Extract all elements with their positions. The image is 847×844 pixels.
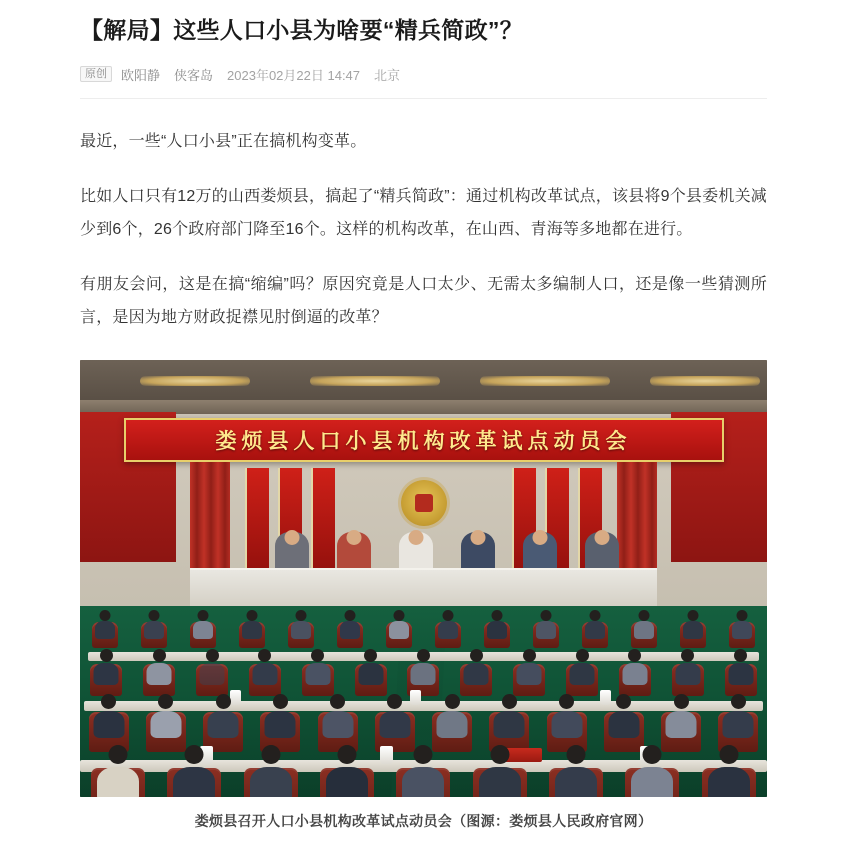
seated-attendee [249,664,281,696]
seated-attendee [432,712,472,752]
ceiling-band [80,400,767,414]
person-body [631,767,673,797]
person-body [291,621,311,639]
person-body [585,621,605,639]
audience-row [80,664,767,696]
person-head-icon [258,649,271,662]
person-head-icon [492,610,503,621]
person-head-icon [158,694,173,709]
person-head-icon [719,745,738,764]
person-head-icon [197,610,208,621]
person-body [683,621,703,639]
person-body [723,711,754,738]
person-body [326,767,368,797]
article-paragraph: 最近，一些“人口小县”正在搞机构变革。 [80,133,367,151]
person-body [250,767,292,797]
person-body [150,711,181,738]
article-figure [80,360,767,831]
person-body [622,663,647,685]
person-body [555,767,597,797]
person-head-icon [153,649,166,662]
seated-attendee [143,664,175,696]
person-head-icon [674,694,689,709]
person-head-icon [490,745,509,764]
person-body [340,621,360,639]
seated-attendee [533,622,559,648]
seated-attendee [239,622,265,648]
red-flag [311,468,335,568]
person-head-icon [681,649,694,662]
stage-banner [124,418,724,462]
person-body [305,663,330,685]
person-body [200,663,225,685]
person-body [94,663,119,685]
seated-attendee [302,664,334,696]
person-head-icon [442,610,453,621]
status-badge: 原创 [80,66,112,82]
person-head-icon [595,530,610,545]
person-body [479,767,521,797]
person-body [97,767,139,797]
audience-row [80,622,767,648]
seated-attendee [90,664,122,696]
water-cup [410,690,421,705]
person-head-icon [576,649,589,662]
person-body [358,663,383,685]
seated-attendee [725,664,757,696]
meta-location: 北京 [374,67,401,83]
person-head-icon [533,530,548,545]
figure-caption: 娄烦县召开人口小县机构改革试点动员会（图源：娄烦县人民政府官网） [194,813,653,830]
person-head-icon [311,649,324,662]
seated-attendee [141,622,167,648]
person-head-icon [616,694,631,709]
person-body [634,621,654,639]
person-head-icon [185,745,204,764]
person-body [411,663,436,685]
conference-photo [80,360,767,797]
person-head-icon [414,745,433,764]
person-body [95,621,115,639]
person-head-icon [338,745,357,764]
water-cup [380,746,393,764]
person-head-icon [502,694,517,709]
audience-row [80,768,767,797]
person-body [242,621,262,639]
person-body [93,711,124,738]
meta-author: 欧阳静 [121,67,161,83]
person-head-icon [148,610,159,621]
person-body [193,621,213,639]
person-head-icon [295,610,306,621]
seated-attendee [244,768,298,797]
person-body [551,711,582,738]
person-body [322,711,353,738]
seated-attendee [435,622,461,648]
person-body [252,663,277,685]
person-head-icon [470,649,483,662]
person-body [608,711,639,738]
seated-attendee [582,622,608,648]
seated-attendee [320,768,374,797]
person-body [464,663,489,685]
seated-attendee [386,622,412,648]
seated-attendee [513,664,545,696]
page-title: 【解局】这些人口小县为啥要“精兵简政”？ [80,17,523,43]
person-body [389,621,409,639]
person-head-icon [101,694,116,709]
seated-attendee [549,768,603,797]
person-body [487,621,507,639]
water-cup [230,690,241,705]
person-head-icon [731,694,746,709]
person-head-icon [417,649,430,662]
person-head-icon [344,610,355,621]
person-body [379,711,410,738]
seated-attendee [729,622,755,648]
person-body [208,711,239,738]
person-body [666,711,697,738]
seated-attendee [355,664,387,696]
person-head-icon [285,530,300,545]
person-head-icon [109,745,128,764]
person-body [144,621,164,639]
person-head-icon [246,610,257,621]
person-head-icon [541,610,552,621]
seated-attendee [661,712,701,752]
person-body [438,621,458,639]
person-head-icon [734,649,747,662]
seated-attendee [91,768,145,797]
person-head-icon [206,649,219,662]
person-head-icon [387,694,402,709]
seated-attendee [566,664,598,696]
person-head-icon [409,530,424,545]
stage-banner-text: 娄烦县人口小县机构改革试点动员会 [215,430,632,454]
person-head-icon [737,610,748,621]
red-flag [245,468,269,568]
person-head-icon [393,610,404,621]
person-head-icon [273,694,288,709]
person-body [675,663,700,685]
national-emblem-icon [401,480,447,526]
person-head-icon [628,649,641,662]
seated-attendee [190,622,216,648]
person-body [732,621,752,639]
person-head-icon [445,694,460,709]
person-body [728,663,753,685]
seated-attendee [396,768,450,797]
meta-source[interactable]: 侠客岛 [174,67,214,83]
ceiling-light [310,376,440,386]
article-meta [80,64,767,84]
person-head-icon [567,745,586,764]
seated-attendee [288,622,314,648]
seated-attendee [92,622,118,648]
seated-attendee [337,622,363,648]
person-head-icon [261,745,280,764]
ceiling-light [140,376,250,386]
person-head-icon [688,610,699,621]
seated-attendee [625,768,679,797]
seated-attendee [196,664,228,696]
seated-attendee [702,768,756,797]
seated-attendee [167,768,221,797]
ceiling-light [650,376,760,386]
seated-attendee [604,712,644,752]
person-body [494,711,525,738]
seated-attendee [680,622,706,648]
person-head-icon [364,649,377,662]
person-head-icon [590,610,601,621]
person-head-icon [100,649,113,662]
person-head-icon [639,610,650,621]
person-body [437,711,468,738]
person-body [402,767,444,797]
article-paragraph: 比如人口只有12万的山西娄烦县，搞起了“精兵简政”：通过机构改革试点，该县将9个县委机关减少到6个，26个政府部门降至16个。这样的机构改革，在山西、青海等多地都在进行。 [80,188,767,239]
person-head-icon [99,610,110,621]
person-body [570,663,595,685]
seated-attendee [473,768,527,797]
person-head-icon [471,530,486,545]
person-head-icon [523,649,536,662]
seated-attendee [146,712,186,752]
ceiling-light [480,376,610,386]
person-body [536,621,556,639]
seated-attendee [484,622,510,648]
person-head-icon [347,530,362,545]
meta-date: 2023年02月22日 14:47 [227,67,361,83]
person-head-icon [559,694,574,709]
seated-attendee [631,622,657,648]
audience-desk [84,701,763,711]
water-cup [600,690,611,705]
article-paragraph: 有朋友会问，这是在搞“缩编”吗？原因究竟是人口太少、无需太多编制人口，还是像一些猜测所言，是因为地方财政捉襟见肘倒逼的改革？ [80,276,767,327]
person-head-icon [216,694,231,709]
person-head-icon [330,694,345,709]
person-body [265,711,296,738]
header-divider [80,98,767,99]
person-body [147,663,172,685]
person-head-icon [643,745,662,764]
person-body [708,767,750,797]
seated-attendee [460,664,492,696]
person-body [517,663,542,685]
person-body [173,767,215,797]
seated-attendee [672,664,704,696]
seated-attendee [619,664,651,696]
